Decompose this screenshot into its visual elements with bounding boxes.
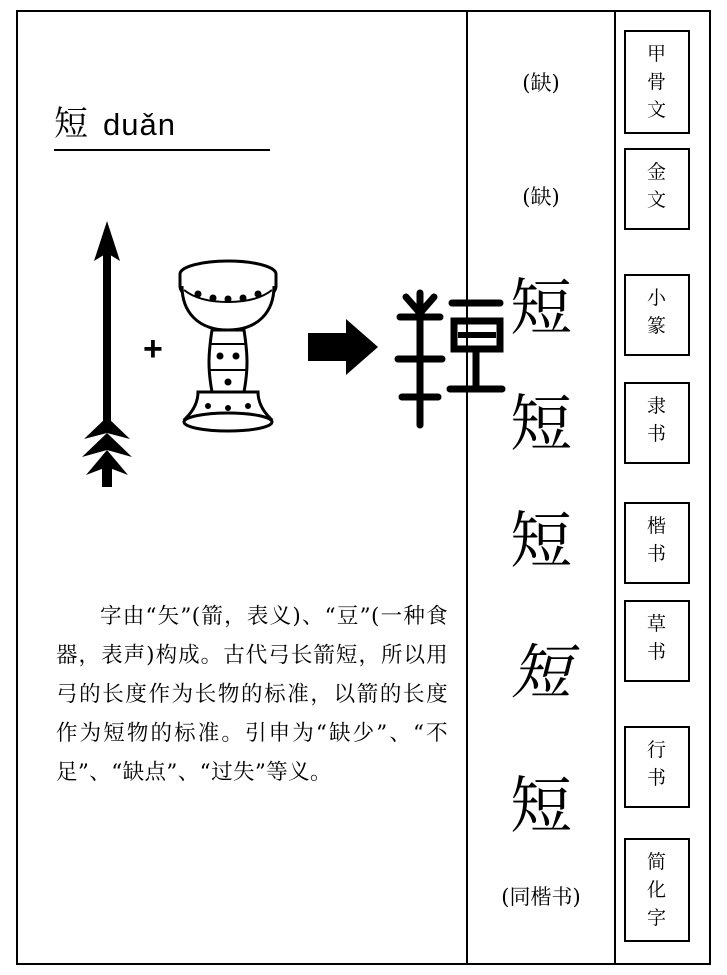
tab-oracle-bone-char-3: 文 — [646, 99, 667, 121]
tab-running-char-1: 行 — [646, 739, 667, 761]
glyph-evolution-diagram — [58, 207, 458, 507]
headword-character: 短 — [54, 104, 89, 144]
tab-simplified[interactable] — [624, 838, 690, 942]
tab-regular-char-1: 楷 — [646, 515, 667, 537]
tab-running[interactable] — [624, 726, 690, 808]
tab-clerical-char-2: 书 — [646, 423, 667, 445]
tab-simplified-char-1: 简 — [646, 851, 667, 873]
script-cell-oracle-bone: (缺) — [522, 71, 560, 95]
page-title — [54, 104, 284, 145]
script-cell-clerical: 短 — [509, 387, 572, 460]
tab-clerical[interactable] — [624, 382, 690, 464]
headword-pinyin: duǎn — [103, 107, 176, 142]
script-cell-regular: 短 — [509, 504, 572, 577]
tab-cursive[interactable] — [624, 600, 690, 682]
tab-cursive-char-2: 书 — [646, 641, 667, 663]
tab-oracle-bone-char-1: 甲 — [646, 43, 667, 65]
tab-cursive-char-1: 草 — [646, 613, 667, 635]
tab-small-seal-char-2: 篆 — [646, 315, 667, 337]
right-arrow-icon — [308, 317, 378, 377]
tab-regular[interactable] — [624, 502, 690, 584]
tab-running-char-2: 书 — [646, 767, 667, 789]
script-cell-small-seal: 短 — [509, 271, 572, 344]
script-variants-column — [468, 12, 614, 963]
arrow-pictograph-icon — [78, 217, 136, 492]
script-cell-running: 短 — [509, 769, 572, 842]
script-cell-cursive: 短 — [511, 638, 571, 708]
main-panel — [18, 12, 466, 963]
script-cell-bronze: (缺) — [522, 185, 560, 209]
headword-underline — [54, 149, 270, 151]
tab-bronze[interactable] — [624, 148, 690, 230]
explanation-text: 字由“矢”(箭，表义)、“豆”(一种食器，表声)构成。古代弓长箭短，所以用弓的长度作为长物的标准，以箭的长度作为短物的标准。引申为“缺少”、“不足”、“缺点”、“过失”等义。 — [56, 604, 448, 785]
tab-oracle-bone[interactable] — [624, 30, 690, 134]
tab-regular-char-2: 书 — [646, 543, 667, 565]
tab-oracle-bone-char-2: 骨 — [646, 71, 667, 93]
plus-sign: + — [143, 330, 163, 368]
tab-simplified-char-2: 化 — [646, 879, 667, 901]
tab-bronze-char-1: 金 — [646, 161, 667, 183]
vessel-pictograph-icon — [168, 252, 288, 437]
tab-small-seal[interactable] — [624, 274, 690, 356]
tab-simplified-char-3: 字 — [646, 907, 667, 929]
script-cell-simplified-note: (同楷书) — [501, 885, 581, 909]
tab-small-seal-char-1: 小 — [646, 287, 667, 309]
tab-clerical-char-1: 隶 — [646, 395, 667, 417]
tab-bronze-char-2: 文 — [646, 189, 667, 211]
script-tab-strip — [616, 12, 711, 963]
